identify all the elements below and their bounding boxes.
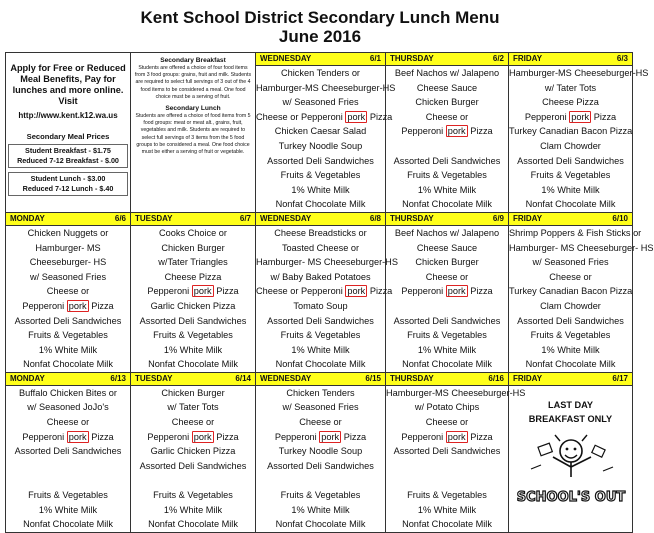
menu-item: Chicken Caesar Salad: [274, 126, 367, 137]
menu-calendar: [5, 52, 654, 533]
menu-items: [131, 226, 255, 372]
pork-highlight: pork: [447, 431, 466, 442]
pork-highlight: pork: [447, 286, 466, 297]
menu-item: Buffalo Chicken Bites or: [19, 387, 117, 398]
menu-item: Hamburger-MS Cheeseburger-HS: [509, 68, 649, 78]
menu-items: [131, 386, 255, 532]
day-label: [131, 373, 255, 385]
day-label: [509, 213, 632, 225]
schools-out-text: SCHOOL'S OUT: [516, 490, 625, 506]
menu-item: Assorted Deli Sandwiches: [517, 315, 624, 326]
menu-item: w/ Seasoned Fries: [282, 402, 359, 413]
breakfast-prices: [8, 144, 128, 168]
menu-item: w/ Seasoned Fries: [282, 97, 359, 108]
day-date: 6/1: [369, 54, 381, 63]
menu-item: Pepperoni pork Pizza: [22, 431, 114, 442]
menu-item: 1% White Milk: [38, 504, 98, 515]
menu-item: Pepperoni pork Pizza: [274, 431, 367, 442]
price-line: Student Breakfast - $1.75: [25, 146, 111, 155]
day-label: [256, 53, 385, 65]
last-day-note: BREAKFAST ONLY: [528, 414, 613, 425]
menu-item: Clam Chowder: [540, 140, 601, 151]
menu-item: Cheeseburger- HS: [29, 257, 107, 268]
menu-title: Kent School District Secondary Lunch Menu: [140, 8, 500, 27]
menu-item: Cheese or Pepperoni pork Pizza: [256, 286, 393, 297]
menu-item: Turkey Canadian Bacon Pizza: [509, 126, 633, 137]
menu-item: Chicken Nuggets or: [27, 227, 109, 238]
menu-item: Cheese or: [425, 271, 469, 282]
menu-item: 1% White Milk: [541, 344, 600, 355]
day-name: FRIDAY: [513, 213, 543, 223]
menu-item: Assorted Deli Sandwiches: [393, 315, 501, 326]
pork-highlight: pork: [571, 111, 590, 122]
breakfast-rules-text: Students are offered a choice of four food items from 3 food groups: grains, fruit and milk. Students are required to select full servings of 3 out of the 4 food items to be considered a meal. One food choice must be a serving of fruit.: [134, 65, 252, 100]
menu-item: Cheese or: [46, 286, 90, 297]
menu-item: Cheese or: [425, 417, 469, 428]
menu-item: Garlic Chicken Pizza: [150, 446, 236, 457]
meal-prices-heading: Secondary Meal Prices: [26, 132, 110, 141]
pork-highlight: pork: [193, 286, 212, 297]
menu-item: Assorted Deli Sandwiches: [14, 446, 122, 457]
day-name: THURSDAY: [390, 213, 434, 223]
day-menu: [256, 66, 396, 213]
menu-items: [256, 386, 385, 532]
menu-item: Chicken Burger: [415, 97, 479, 108]
day-name: FRIDAY: [513, 54, 543, 63]
apply-text: Apply for Free or Reduced Meal Benefits, Pay for lunches and more online. Visit: [10, 63, 126, 106]
last-day-note: LAST DAY: [547, 399, 594, 410]
day-label: [6, 373, 130, 385]
menu-items: [256, 66, 396, 212]
price-line: Reduced 7-12 Lunch - $.40: [22, 184, 114, 193]
menu-item: Fruits & Vegetables: [280, 490, 361, 501]
menu-items: [386, 386, 526, 532]
pork-highlight: pork: [321, 431, 340, 442]
day-menu: [509, 66, 649, 213]
menu-item: Fruits & Vegetables: [407, 330, 487, 341]
menu-item: Assorted Deli Sandwiches: [139, 315, 247, 326]
day-label: [386, 373, 508, 385]
pork-highlight: pork: [447, 126, 466, 137]
day-date: 6/8: [369, 213, 381, 223]
menu-item: Hamburger-MS Cheeseburger-HS: [256, 82, 396, 93]
menu-item: Turkey Canadian Bacon Pizza: [509, 286, 633, 297]
menu-item: Nonfat Chocolate Milk: [402, 199, 492, 210]
menu-item: Cheese or: [425, 111, 469, 122]
day-date: 6/16: [488, 373, 504, 383]
spacer: [509, 386, 632, 398]
menu-item: Clam Chowder: [540, 300, 601, 311]
menu-item: Assorted Deli Sandwiches: [267, 155, 374, 166]
breakfast-rules-title: Secondary Breakfast: [160, 57, 226, 64]
menu-item: w/ Seasoned JoJo's: [27, 402, 109, 413]
menu-item: 1% White Milk: [163, 344, 223, 355]
menu-item: Nonfat Chocolate Milk: [275, 199, 366, 210]
menu-item: Fruits & Vegetables: [280, 330, 361, 341]
day-name: THURSDAY: [390, 54, 434, 63]
day-date: 6/14: [235, 373, 251, 383]
menu-item: Fruits & Vegetables: [407, 490, 487, 501]
day-date: 6/3: [616, 54, 628, 63]
menu-item: Chicken Burger: [161, 387, 225, 398]
day-header: [131, 212, 256, 225]
menu-items: [509, 226, 654, 372]
menu-item: Chicken Burger: [415, 257, 479, 268]
day-menu: [131, 385, 256, 532]
day-menu: [386, 66, 509, 213]
day-menu: [386, 225, 509, 372]
district-url: http://www.kent.k12.wa.us: [18, 111, 118, 120]
menu-item: Fruits & Vegetables: [28, 330, 108, 341]
menu-item: Nonfat Chocolate Milk: [148, 359, 238, 370]
day-name: WEDNESDAY: [260, 54, 312, 63]
menu-item: Fruits & Vegetables: [530, 170, 611, 181]
menu-item: [131, 473, 255, 488]
day-date: 6/9: [492, 213, 504, 223]
menu-item: w/ Tater Tots: [544, 82, 597, 93]
day-header: [6, 372, 131, 385]
menu-item: Turkey Noodle Soup: [278, 446, 363, 457]
day-header: [131, 372, 256, 385]
menu-item: Nonfat Chocolate Milk: [148, 519, 238, 530]
menu-title-block: [0, 0, 640, 46]
day-menu: [386, 385, 526, 532]
menu-subtitle: June 2016: [278, 27, 362, 46]
day-label: [509, 53, 632, 65]
menu-item: w/Tater Triangles: [158, 257, 228, 268]
menu-item: Nonfat Chocolate Milk: [525, 199, 616, 210]
day-label: [131, 213, 255, 225]
day-label: [386, 53, 508, 65]
pork-highlight: pork: [68, 300, 87, 311]
day-header: [256, 53, 386, 66]
menu-item: Chicken Tenders: [286, 387, 355, 398]
menu-item: w/ Potato Chips: [414, 402, 480, 413]
menu-item: Shrimp Poppers & Fish Sticks or: [509, 227, 642, 238]
day-menu: [256, 385, 386, 532]
menu-items: [6, 226, 130, 372]
menu-item: Hamburger- MS Cheeseburger- HS: [509, 242, 654, 253]
menu-item: Beef Nachos w/ Jalapeno: [394, 227, 500, 238]
menu-item: w/ Seasoned Fries: [532, 257, 609, 268]
menu-item: Cheese or: [549, 271, 592, 282]
day-label: [6, 213, 130, 225]
menu-item: Cheese Pizza: [164, 271, 222, 282]
day-name: FRIDAY: [513, 373, 543, 383]
day-name: TUESDAY: [135, 213, 173, 223]
schools-out-graphic: [516, 431, 625, 513]
menu-item: Cheese or: [299, 417, 342, 428]
menu-item: Fruits & Vegetables: [153, 330, 233, 341]
menu-item: Cheese or Pepperoni pork Pizza: [256, 111, 393, 122]
menu-item: Nonfat Chocolate Milk: [402, 519, 492, 530]
menu-item: [6, 459, 130, 474]
day-date: 6/17: [612, 373, 628, 383]
pork-highlight: pork: [68, 431, 87, 442]
day-menu: [6, 385, 131, 532]
menu-item: Assorted Deli Sandwiches: [14, 315, 122, 326]
menu-item: 1% White Milk: [541, 184, 600, 195]
menu-item: 1% White Milk: [291, 504, 350, 515]
menu-item: Nonfat Chocolate Milk: [275, 519, 366, 530]
pork-highlight: pork: [347, 286, 366, 297]
menu-item: Chicken Tenders or: [281, 68, 360, 78]
menu-item: [6, 473, 130, 488]
menu-item: Fruits & Vegetables: [28, 490, 108, 501]
pork-highlight: pork: [347, 111, 366, 122]
day-date: 6/10: [612, 213, 628, 223]
menu-item: Pepperoni pork Pizza: [401, 286, 493, 297]
menu-item: 1% White Milk: [417, 184, 477, 195]
menu-item: Assorted Deli Sandwiches: [393, 155, 501, 166]
meal-benefits-info: [6, 53, 131, 213]
day-header: [256, 372, 386, 385]
day-menu: [131, 225, 256, 372]
menu-items: [386, 226, 508, 372]
menu-item: Assorted Deli Sandwiches: [517, 155, 624, 166]
menu-item: Fruits & Vegetables: [407, 170, 487, 181]
day-header: [6, 212, 131, 225]
day-name: THURSDAY: [390, 373, 434, 383]
day-header: [386, 53, 509, 66]
menu-item: Pepperoni pork Pizza: [147, 431, 239, 442]
menu-item: Assorted Deli Sandwiches: [139, 460, 247, 471]
day-label: [509, 373, 632, 385]
day-menu: [256, 225, 398, 372]
day-name: MONDAY: [10, 213, 45, 223]
price-line: Reduced 7-12 Breakfast - $.00: [17, 156, 119, 165]
menu-items: [509, 386, 632, 513]
day-header: [386, 372, 509, 385]
menu-item: Cheese Breadsticks or: [274, 227, 367, 238]
menu-item: 1% White Milk: [291, 344, 350, 355]
day-menu: [6, 225, 131, 372]
day-name: WEDNESDAY: [260, 373, 312, 383]
day-header: [509, 372, 633, 385]
lunch-prices: [8, 172, 128, 196]
menu-item: [386, 299, 508, 314]
menu-item: Nonfat Chocolate Milk: [525, 359, 616, 370]
day-header: [256, 212, 386, 225]
day-name: MONDAY: [10, 373, 45, 383]
menu-item: Nonfat Chocolate Milk: [23, 519, 113, 530]
menu-item: Nonfat Chocolate Milk: [402, 359, 492, 370]
menu-item: Tomato Soup: [293, 300, 348, 311]
meal-rules-info: [131, 53, 256, 213]
menu-item: [386, 473, 508, 488]
lunch-rules-text: Students are offered a choice of food items from 5 food groups: meat or meat alt., grains, fruit, vegetables and milk. Students are required to select full servings of 3 items from the 5 food groups to be considered a meal. One food choice must be either a serving of fruit or vegetable.: [135, 113, 251, 156]
day-date: 6/6: [114, 213, 126, 223]
day-name: TUESDAY: [135, 373, 173, 383]
menu-item: Nonfat Chocolate Milk: [275, 359, 366, 370]
menu-items: [386, 66, 508, 212]
day-date: 6/13: [110, 373, 126, 383]
day-header: [509, 212, 633, 225]
day-date: 6/15: [365, 373, 381, 383]
menu-item: Assorted Deli Sandwiches: [267, 460, 374, 471]
menu-item: Beef Nachos w/ Jalapeno: [394, 68, 500, 78]
day-header: [509, 53, 633, 66]
day-label: [386, 213, 508, 225]
menu-item: Turkey Noodle Soup: [278, 140, 363, 151]
menu-item: Cheese or: [46, 417, 90, 428]
menu-item: Hamburger- MS: [35, 242, 101, 253]
menu-item: Assorted Deli Sandwiches: [267, 315, 374, 326]
menu-item: Pepperoni pork Pizza: [524, 111, 617, 122]
menu-item: Garlic Chicken Pizza: [150, 300, 236, 311]
menu-item: Assorted Deli Sandwiches: [393, 446, 501, 457]
menu-item: Fruits & Vegetables: [280, 170, 361, 181]
menu-item: w/ Seasoned Fries: [29, 271, 107, 282]
menu-item: Hamburger- MS Cheeseburger-HS: [256, 257, 398, 268]
menu-item: Cheese Sauce: [416, 82, 478, 93]
menu-item: Cheese or: [171, 417, 215, 428]
day-menu: [509, 225, 654, 372]
menu-item: w/ Baby Baked Potatoes: [270, 271, 371, 282]
day-label: [256, 373, 385, 385]
menu-item: Pepperoni pork Pizza: [147, 286, 239, 297]
menu-items: [256, 226, 398, 372]
menu-item: Pepperoni pork Pizza: [401, 126, 493, 137]
menu-item: Hamburger-MS Cheeseburger-HS: [386, 387, 526, 398]
lunch-rules-title: Secondary Lunch: [165, 105, 221, 113]
menu-item: [256, 473, 385, 488]
menu-item: Toasted Cheese or: [281, 242, 360, 253]
day-header: [386, 212, 509, 225]
day-label: [256, 213, 385, 225]
menu-items: [509, 66, 649, 212]
menu-item: Cheese Pizza: [542, 97, 599, 108]
menu-item: 1% White Milk: [417, 504, 477, 515]
menu-item: Pepperoni pork Pizza: [401, 431, 493, 442]
price-line: Student Lunch - $3.00: [30, 174, 106, 183]
menu-item: Fruits & Vegetables: [530, 330, 611, 341]
pork-highlight: pork: [193, 431, 212, 442]
day-date: 6/7: [239, 213, 251, 223]
day-date: 6/2: [492, 54, 504, 63]
day-name: WEDNESDAY: [260, 213, 312, 223]
menu-item: Chicken Burger: [161, 242, 225, 253]
menu-item: 1% White Milk: [291, 184, 350, 195]
menu-item: Cheese Sauce: [416, 242, 478, 253]
menu-item: w/ Tater Tots: [167, 402, 219, 413]
day-menu: [509, 385, 633, 532]
menu-item: Nonfat Chocolate Milk: [23, 359, 113, 370]
menu-items: [6, 386, 130, 532]
menu-item: 1% White Milk: [38, 344, 98, 355]
menu-item: Pepperoni pork Pizza: [22, 300, 114, 311]
menu-item: [386, 459, 508, 474]
menu-item: Cooks Choice or: [159, 227, 227, 238]
menu-item: Fruits & Vegetables: [153, 490, 233, 501]
menu-item: [386, 139, 508, 154]
menu-item: 1% White Milk: [417, 344, 477, 355]
menu-item: 1% White Milk: [163, 504, 223, 515]
